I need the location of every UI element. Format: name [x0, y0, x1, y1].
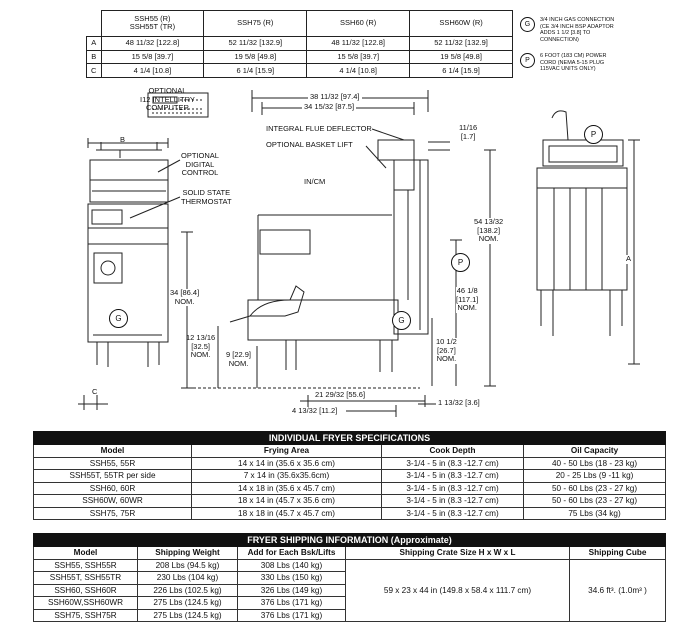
dim-c-label: C	[92, 387, 98, 396]
depth-1-label: 1 13/32 [3.6]	[438, 398, 480, 407]
crate-size-cell: 59 x 23 x 44 in (149.8 x 58.4 x 111.7 cm)	[346, 559, 570, 622]
height-12-label: 12 13/16 [32.5] NOM.	[186, 333, 216, 359]
table-row: SSH60, SSH60R 226 Lbs (102.5 kg) 326 Lbs (149 kg)	[34, 584, 666, 597]
dim-a-label: A	[626, 254, 632, 263]
width-34-label: 34 15/32 [87.5]	[304, 102, 355, 111]
dim-row: A 48 11/32 [122.8] 52 11/32 [132.9] 48 11/32 [122.8] 52 11/32 [132.9]	[87, 36, 513, 50]
table-row: SSH55T, 55TR per side 7 x 14 in (35.6x35.6cm) 3-1/4 - 5 in (8.3 -12.7 cm) 20 - 25 Lbs (9 -11 kg)	[34, 470, 666, 483]
dim-row: B 15 5/8 [39.7] 19 5/8 [49.8] 15 5/8 [39.7] 19 5/8 [49.8]	[87, 50, 513, 64]
in-cm-label: IN/CM	[304, 177, 326, 186]
gas-connection-icon: G	[109, 309, 128, 328]
depth-21-label: 21 29/32 [55.6]	[315, 390, 366, 399]
spec-header: Frying Area	[192, 445, 382, 458]
shipping-information-table	[33, 533, 666, 622]
shipping-header: Shipping Weight	[138, 547, 238, 560]
gas-symbol-icon: G	[520, 17, 535, 32]
shipping-header: Add for Each Bsk/Lifts	[238, 547, 346, 560]
fryer-specifications-table	[33, 431, 666, 520]
table-row: SSH60, 60R 14 x 18 in (35.6 x 45.7 cm) 3-1/4 - 5 in (8.3 -12.7 cm) 50 - 60 Lbs (23 - 27 kg)	[34, 482, 666, 495]
table-row: SSH55, 55R 14 x 14 in (35.6 x 35.6 cm) 3-1/4 - 5 in (8.3 -12.7 cm) 40 - 50 Lbs (18 - 23 kg)	[34, 457, 666, 470]
dim-b-label: B	[120, 135, 126, 144]
height-9-label: 9 [22.9] NOM.	[226, 350, 252, 368]
thermostat-label: SOLID STATE THERMOSTAT	[181, 188, 232, 206]
height-54-label: 54 13/32 [138.2] NOM.	[474, 217, 504, 243]
spec-header: Cook Depth	[382, 445, 524, 458]
table-row: SSH60W,SSH60WR 275 Lbs (124.5 kg) 376 Lbs (171 kg)	[34, 597, 666, 610]
shipping-header: Shipping Cube	[570, 547, 666, 560]
power-cord-icon: P	[451, 253, 470, 272]
table-row: SSH60W, 60WR 18 x 14 in (45.7 x 35.6 cm) 3-1/4 - 5 in (8.3 -12.7 cm) 50 - 60 Lbs (23 - 27 kg)	[34, 495, 666, 508]
table-row: SSH75, SSH75R 275 Lbs (124.5 kg) 376 Lbs (171 kg)	[34, 609, 666, 622]
gas-connection-icon: G	[392, 311, 411, 330]
table-row: SSH75, 75R 18 x 18 in (45.7 x 45.7 cm) 3-1/4 - 5 in (8.3 -12.7 cm) 75 Lbs (34 kg)	[34, 507, 666, 520]
height-10-label: 10 1/2 [26.7] NOM.	[436, 337, 457, 363]
digital-control-label: OPTIONAL DIGITAL CONTROL	[181, 151, 219, 177]
dim-col-header: SSH60W (R)	[410, 11, 513, 37]
table-row: SSH55, SSH55R 208 Lbs (94.5 kg) 308 Lbs (140 kg) 59 x 23 x 44 in (149.8 x 58.4 x 111.7 cm) 34.6 ft³. (1.0m³ )	[34, 559, 666, 572]
table-row: SSH55T, SSH55TR 230 Lbs (104 kg) 330 Lbs (150 kg)	[34, 572, 666, 585]
rear-view-fryer-icon	[537, 111, 627, 336]
shipping-title: FRYER SHIPPING INFORMATION (Approximate)	[34, 534, 666, 547]
flue-deflector-label: INTEGRAL FLUE DEFLECTOR	[266, 124, 372, 133]
dim-col-header: SSH55 (R) SSH55T (TR)	[101, 11, 204, 37]
depth-4-label: 4 13/32 [11.2]	[292, 406, 338, 415]
flue-dim-label: 11/16 [1.7]	[459, 123, 478, 141]
shipping-header: Model	[34, 547, 138, 560]
height-46-label: 46 1/8 [117.1] NOM.	[456, 286, 479, 312]
dim-col-header: SSH75 (R)	[204, 11, 307, 37]
basket-lift-label: OPTIONAL BASKET LIFT	[266, 140, 353, 149]
front-view-fryer-icon	[88, 142, 168, 367]
dim-row: C 4 1/4 [10.8] 6 1/4 [15.9] 4 1/4 [10.8] 6 1/4 [15.9]	[87, 64, 513, 78]
shipping-header: Shipping Crate Size H x W x L	[346, 547, 570, 560]
spec-header: Oil Capacity	[524, 445, 666, 458]
spec-header: Model	[34, 445, 192, 458]
shipping-cube-cell: 34.6 ft³. (1.0m³ )	[570, 559, 666, 622]
power-cord-icon: P	[584, 125, 603, 144]
height-34-label: 34 [86.4] NOM.	[170, 288, 200, 306]
power-note: P 6 FOOT (183 CM) POWER CORD (NEMA 5-15 PLUG 115VAC UNITS ONLY)	[520, 53, 690, 73]
power-symbol-icon: P	[520, 53, 535, 68]
gas-note: G 3/4 INCH GAS CONNECTION (CE 3/4 INCH BSP ADAPTOR ADDS 1 1/2 [3.8] TO CONNECTION)	[520, 17, 690, 43]
specifications-title: INDIVIDUAL FRYER SPECIFICATIONS	[34, 432, 666, 445]
dim-col-header: SSH60 (R)	[307, 11, 410, 37]
width-38-label: 38 11/32 [97.4]	[310, 92, 360, 101]
computer-label: OPTIONAL I12 INTELLITRY COMPUTER	[140, 86, 195, 112]
